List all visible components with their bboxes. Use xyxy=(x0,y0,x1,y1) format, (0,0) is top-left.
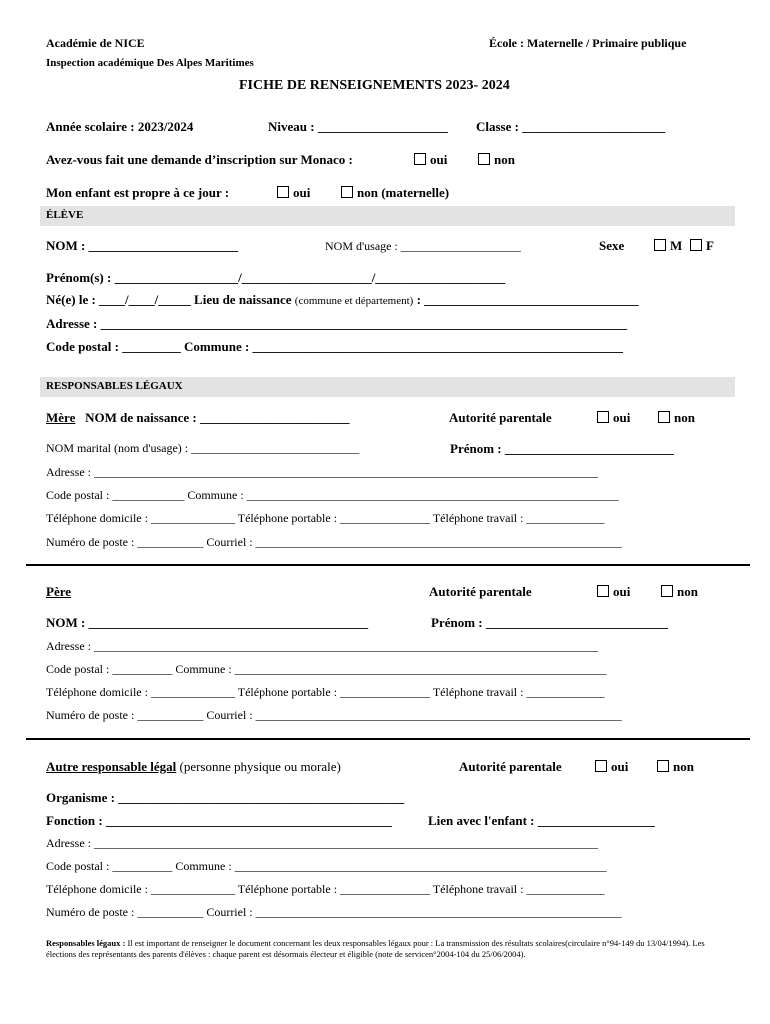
autre-code-postal-field[interactable]: Code postal : __________ Commune : ______________________________________________________________ xyxy=(46,859,607,873)
mere-label: Mère xyxy=(46,410,76,425)
pere-prenom-field[interactable]: Prénom : ____________________________ xyxy=(431,615,668,630)
ecole-label: École : Maternelle / Primaire publique xyxy=(489,36,687,50)
mere-adresse-field[interactable]: Adresse : ____________________________________________________________________________________ xyxy=(46,465,598,479)
checkbox-icon xyxy=(597,411,609,423)
academie-label: Académie de NICE xyxy=(46,36,145,50)
eleve-section-title: ÉLÈVE xyxy=(46,209,84,221)
mere-row xyxy=(46,410,349,426)
propre-oui-checkbox[interactable]: oui xyxy=(277,185,310,201)
footnote-text: Il est important de renseigner le document concernant les deux responsables légaux pour : La transmission des résultats scolaires(circulaire n°94-149 du 13/04/1994). Les élections des représentants des parents d'élèves : chaque parent est désormais électeur et éligible (note de servicen°2004-104 du 25/06/2004). xyxy=(46,938,705,959)
mere-poste-courriel-field[interactable]: Numéro de poste : ___________ Courriel : _____________________________________________________________ xyxy=(46,535,622,549)
mere-prenom-field[interactable]: Prénom : __________________________ xyxy=(450,441,674,456)
mere-autorite-label: Autorité parentale xyxy=(449,410,552,425)
monaco-question: Avez-vous fait une demande d’inscription sur Monaco : xyxy=(46,152,353,167)
inspection-label: Inspection académique Des Alpes Maritimes xyxy=(46,57,254,69)
autre-telephones-field[interactable]: Téléphone domicile : ______________ Téléphone portable : _______________ Téléphone travail : _____________ xyxy=(46,882,605,896)
autre-organisme-field[interactable]: Organisme : ____________________________________________ xyxy=(46,790,405,805)
footnote xyxy=(46,938,726,960)
lieu-naissance-detail: (commune et département) xyxy=(294,295,414,307)
lieu-naissance-field[interactable]: : _________________________________ xyxy=(416,292,639,307)
mere-autorite-non-checkbox[interactable]: non xyxy=(658,410,695,426)
sexe-m-checkbox[interactable]: M xyxy=(654,238,682,254)
separator-rule xyxy=(26,564,750,566)
pere-code-postal-field[interactable]: Code postal : __________ Commune : ______________________________________________________________ xyxy=(46,662,607,676)
sexe-f-checkbox[interactable]: F xyxy=(690,238,714,254)
pere-nom-field[interactable]: NOM : ___________________________________________ xyxy=(46,615,369,630)
eleve-band xyxy=(40,206,735,226)
autre-fonction-field[interactable]: Fonction : ____________________________________________ xyxy=(46,813,392,828)
mere-nom-naissance-field[interactable]: NOM de naissance : _______________________ xyxy=(85,410,350,425)
autre-lien-field[interactable]: Lien avec l'enfant : __________________ xyxy=(428,813,655,828)
autre-autorite-non-checkbox[interactable]: non xyxy=(657,759,694,775)
pere-autorite-label: Autorité parentale xyxy=(429,584,532,599)
autre-autorite-label: Autorité parentale xyxy=(459,759,562,774)
checkbox-icon xyxy=(658,411,670,423)
monaco-non-checkbox[interactable]: non xyxy=(478,152,515,168)
pere-autorite-oui-checkbox[interactable]: oui xyxy=(597,584,630,600)
responsables-section-title: RESPONSABLES LÉGAUX xyxy=(46,380,183,392)
eleve-nom-usage-field[interactable]: NOM d'usage : ____________________ xyxy=(325,239,521,253)
mere-nom-marital-field[interactable]: NOM marital (nom d'usage) : ____________________________ xyxy=(46,441,360,455)
mere-code-postal-field[interactable]: Code postal : ____________ Commune : ______________________________________________________________ xyxy=(46,488,619,502)
eleve-commune-field[interactable]: Commune : _________________________________________________________ xyxy=(183,339,624,354)
checkbox-icon xyxy=(414,153,426,165)
footnote-label: Responsables légaux : xyxy=(46,938,126,948)
checkbox-icon xyxy=(657,760,669,772)
separator-rule xyxy=(26,738,750,740)
pere-adresse-field[interactable]: Adresse : ____________________________________________________________________________________ xyxy=(46,639,598,653)
date-naissance-field[interactable]: Né(e) le : ____/____/_____ xyxy=(46,292,191,307)
checkbox-icon xyxy=(341,186,353,198)
autre-poste-courriel-field[interactable]: Numéro de poste : ___________ Courriel : _____________________________________________________________ xyxy=(46,905,622,919)
sexe-label: Sexe xyxy=(599,238,625,253)
eleve-code-postal-field[interactable]: Code postal : _________ xyxy=(46,339,181,354)
mere-autorite-oui-checkbox[interactable]: oui xyxy=(597,410,630,426)
mere-telephones-field[interactable]: Téléphone domicile : ______________ Téléphone portable : _______________ Téléphone travail : _____________ xyxy=(46,511,605,525)
pere-telephones-field[interactable]: Téléphone domicile : ______________ Téléphone portable : _______________ Téléphone travail : _____________ xyxy=(46,685,605,699)
pere-autorite-non-checkbox[interactable]: non xyxy=(661,584,698,600)
checkbox-icon xyxy=(478,153,490,165)
annee-scolaire: Année scolaire : 2023/2024 xyxy=(46,119,194,134)
niveau-field[interactable]: Niveau : ____________________ xyxy=(268,119,448,134)
checkbox-icon xyxy=(654,239,666,251)
monaco-oui-checkbox[interactable]: oui xyxy=(414,152,447,168)
eleve-nom-field[interactable]: NOM : _______________________ xyxy=(46,238,239,253)
propre-question: Mon enfant est propre à ce jour : xyxy=(46,185,230,200)
eleve-code-postal-row xyxy=(46,339,623,355)
pere-label: Père xyxy=(46,584,72,599)
classe-field[interactable]: Classe : ______________________ xyxy=(476,119,666,134)
checkbox-icon xyxy=(597,585,609,597)
autre-detail: (personne physique ou morale) xyxy=(179,759,341,774)
eleve-prenoms-field[interactable]: Prénom(s) : ___________________/____________________/____________________ xyxy=(46,270,506,285)
autre-label-row xyxy=(46,759,341,775)
pere-poste-courriel-field[interactable]: Numéro de poste : ___________ Courriel : _____________________________________________________________ xyxy=(46,708,622,722)
checkbox-icon xyxy=(690,239,702,251)
autre-label: Autre responsable légal xyxy=(46,759,177,774)
autre-autorite-oui-checkbox[interactable]: oui xyxy=(595,759,628,775)
checkbox-icon xyxy=(595,760,607,772)
checkbox-icon xyxy=(277,186,289,198)
checkbox-icon xyxy=(661,585,673,597)
eleve-naissance-row xyxy=(46,292,639,308)
propre-non-checkbox[interactable]: non (maternelle) xyxy=(341,185,449,201)
autre-adresse-field[interactable]: Adresse : ____________________________________________________________________________________ xyxy=(46,836,598,850)
lieu-naissance-label: Lieu de naissance xyxy=(194,292,292,307)
page-title: FICHE DE RENSEIGNEMENTS 2023- 2024 xyxy=(239,78,510,93)
eleve-adresse-field[interactable]: Adresse : _________________________________________________________________________________ xyxy=(46,316,628,331)
